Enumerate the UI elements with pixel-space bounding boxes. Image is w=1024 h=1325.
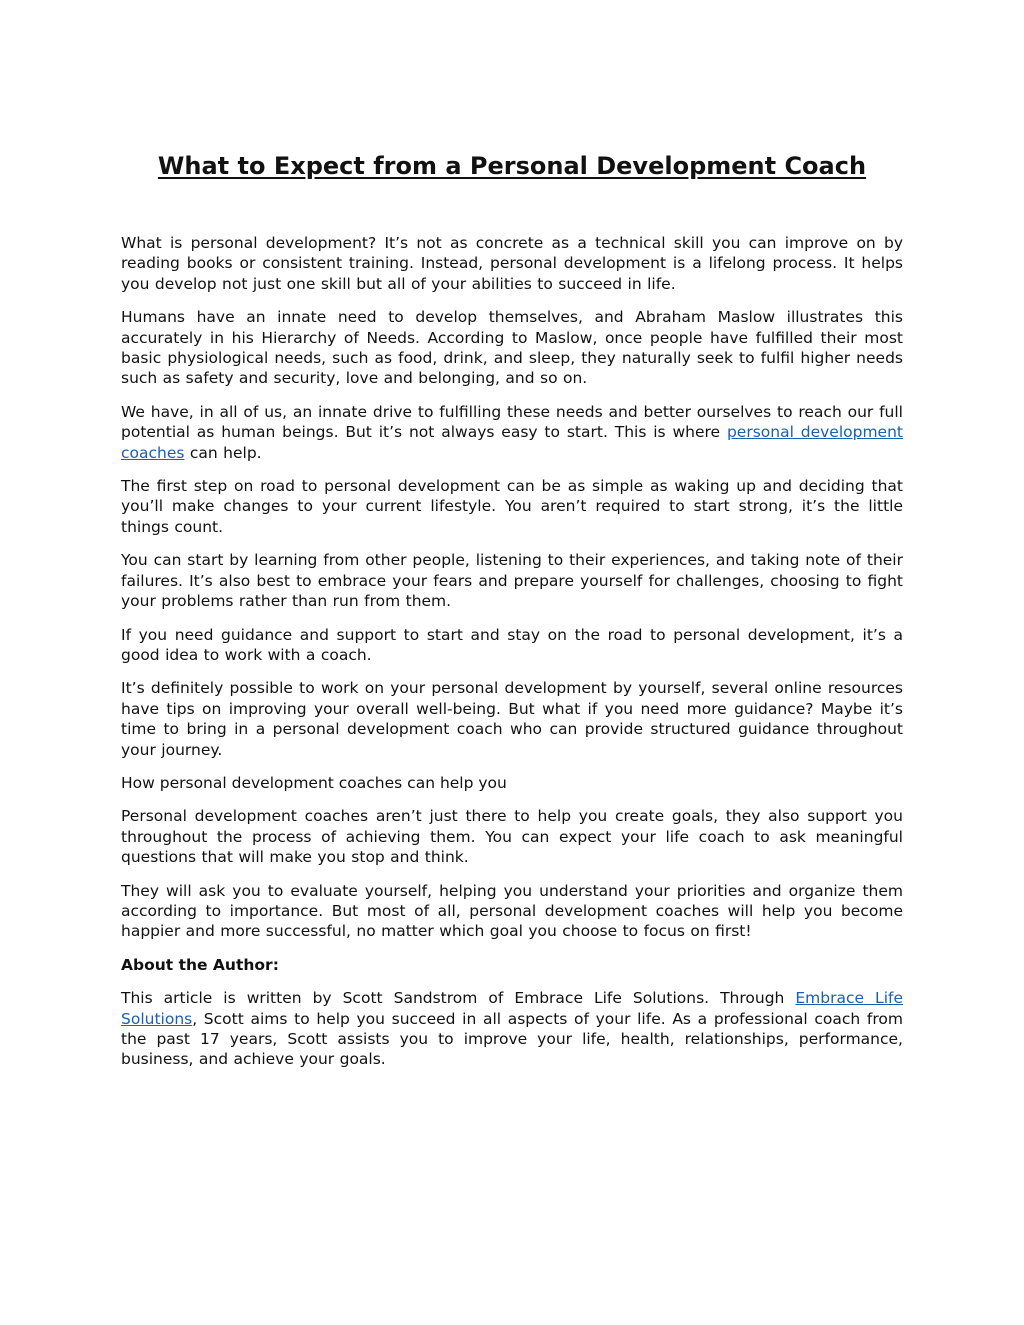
paragraph-innate-drive	[121, 402, 903, 463]
paragraph-maslow: Humans have an innate need to develop themselves, and Abraham Maslow illustrates this accurately in his Hierarchy of Needs. According to Maslow, once people have fulfilled their most basic physiological needs, such as food, drink, and sleep, they naturally seek to fulfil higher needs such as safety and security, love and belonging, and so on.	[121, 308, 903, 388]
paragraph-innate-drive-text: We have, in all of us, an innate drive to fulfilling these needs and better ourselves to reach our full potential as human beings. But it’s not always easy to start. This is where	[121, 402, 903, 442]
paragraph-author	[121, 988, 903, 1070]
document-body	[121, 233, 903, 1083]
embrace-life-solutions-link[interactable]: Embrace Life Solutions	[121, 989, 903, 1028]
paragraph-first-step: The first step on road to personal development can be as simple as waking up and deciding that you’ll make changes to your current lifestyle. You aren’t required to start strong, it’s the little things count.	[121, 477, 903, 536]
about-author-heading: About the Author:	[121, 955, 279, 974]
paragraph-author-tail: , Scott aims to help you succeed in all aspects of your life. As a professional coach from the past 17 years, Scott assists you to improve your life, health, relationships, performance, business, and achieve your goals.	[121, 1009, 903, 1069]
personal-development-coaches-link[interactable]: personal development coaches	[121, 423, 903, 462]
section-subheading: How personal development coaches can help you	[121, 773, 507, 792]
paragraph-evaluate: They will ask you to evaluate yourself, helping you understand your priorities and organize them according to importance. But most of all, personal development coaches will help you become happier and more successful, no matter which goal you choose to focus on first!	[121, 881, 903, 941]
paragraph-author-text: This article is written by Scott Sandstrom of Embrace Life Solutions. Through	[121, 989, 796, 1008]
paragraph-intro: What is personal development? It’s not as concrete as a technical skill you can improve on by reading books or consistent training. Instead, personal development is a lifelong process. It helps you develop not just one skill but all of your abilities to succeed in life.	[121, 234, 903, 293]
paragraph-coaches-support: Personal development coaches aren’t just there to help you create goals, they also support you throughout the process of achieving them. You can expect your life coach to ask meaningful questions that will make you stop and think.	[121, 807, 903, 867]
paragraph-guidance: If you need guidance and support to start and stay on the road to personal development, it’s a good idea to work with a coach.	[121, 625, 903, 664]
paragraph-by-yourself: It’s definitely possible to work on your personal development by yourself, several online resources have tips on improving your overall well-being. But what if you need more guidance? Maybe it’s time to bring in a personal development coach who can provide structured guidance throughout your journey.	[121, 679, 903, 759]
paragraph-innate-drive-tail: can help.	[184, 443, 262, 462]
document-title: What to Expect from a Personal Development Coach	[157, 152, 867, 180]
paragraph-learning: You can start by learning from other people, listening to their experiences, and taking note of their failures. It’s also best to embrace your fears and prepare yourself for challenges, choosing to fight your problems rather than run from them.	[121, 551, 903, 611]
